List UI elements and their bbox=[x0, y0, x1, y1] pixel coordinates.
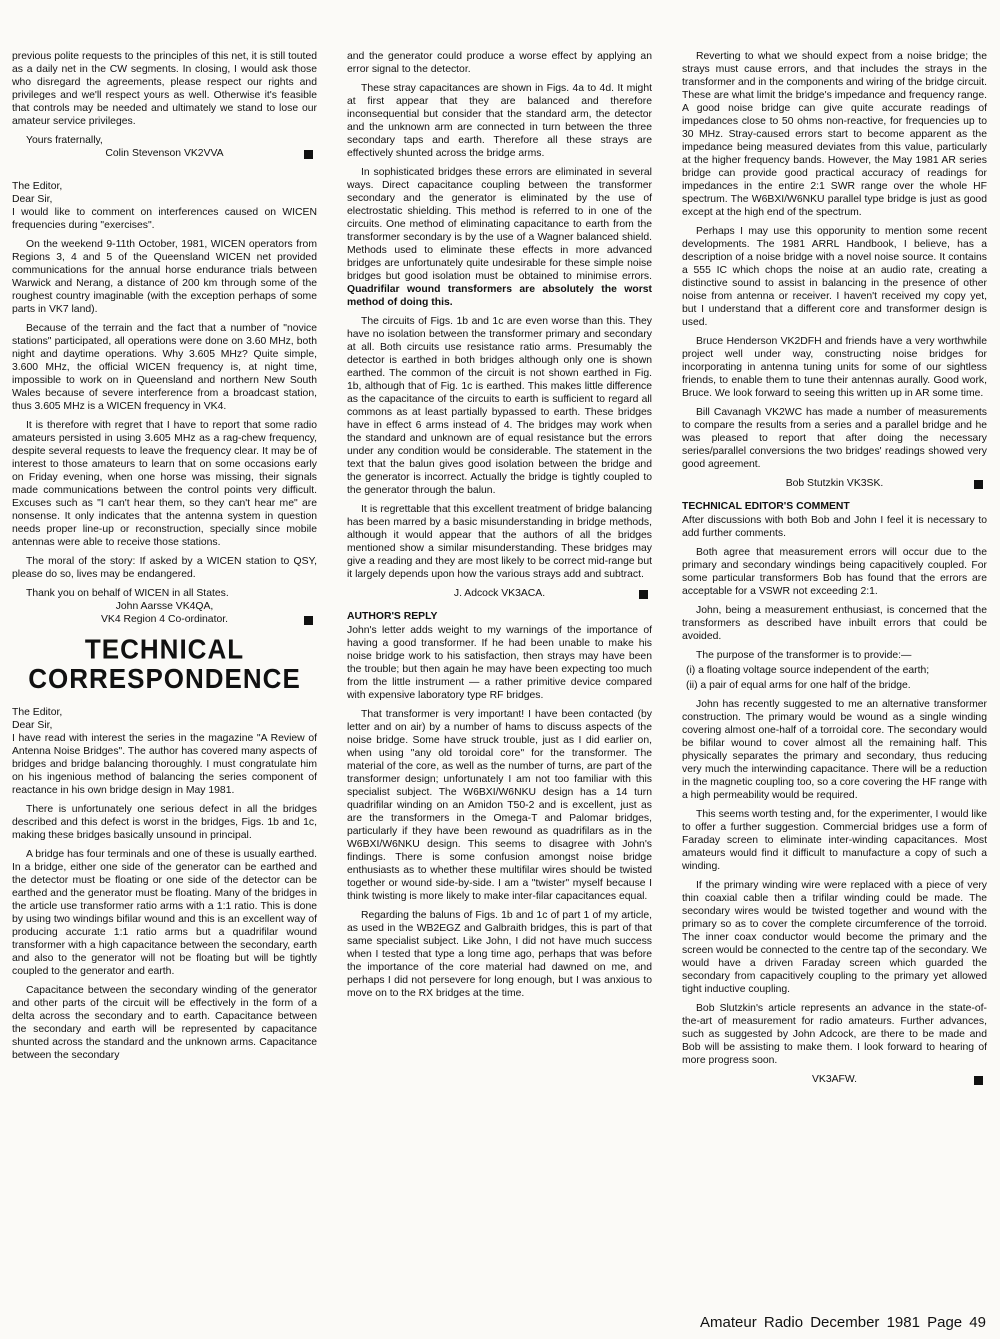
signature-name: Bob Stutzkin VK3SK. bbox=[785, 478, 884, 489]
letter-paragraph: Capacitance between the secondary winding of the generator and other parts of the circuit will be effectively in the form of a delta across the secondary and to earth. Capacitance between the secondary and earth will be represented by capacitance shunted across the standard and the unknown arms. Capacitance between the secondary bbox=[12, 985, 317, 1061]
letter-paragraph: A bridge has four terminals and one of these is usually earthed. In a bridge, either one side of the generator can be earthed and the detector must be floating or one side of the detector can be earthed and the generator must be floating. Many of the bridges in the article use transformer ratio arms with a 1:1 ratio. This is done by using two windings bifilar wound and this is an excellent way of producing accurate 1:1 ratio arms but a quadrifilar wound transformer with a high capacitance between the secondary, earth and also to the generator will not be floating but will be tightly coupled to the generator and earth. bbox=[12, 849, 317, 977]
reply-paragraph: Perhaps I may use this opporunity to mention some recent developments. The 1981 ARRL Handbook, I believe, has a description of a noise bridge with a novel noise source. It contains a 555 IC which chops the noise at an audio rate, creating a distinctive sound to assist in balancing in the presence of other noise from antenna or receiver. I haven't received my copy yet, but I understand that a different core and transformer design is used. bbox=[682, 226, 987, 328]
end-mark-icon bbox=[974, 1076, 983, 1085]
signature-block-3 bbox=[347, 587, 652, 600]
intro-paragraph: previous polite requests to the principles of this net, it is still touted as a daily net in the CW segments. In closing, I would ask those who disregard the agreements, please respect our rights and privileges and we'll respect yours as well. Otherwise it's feasible that controls may be needed and ultimately we stand to lose our amateur service privileges. bbox=[12, 51, 317, 127]
letter-paragraph: The moral of the story: If asked by a WICEN station to QSY, please do so, lives may be endangered. bbox=[12, 556, 317, 580]
reply-paragraph: Bill Cavanagh VK2WC has made a number of measurements to compare the results from a series and a parallel bridge and he was pleased to report that after doing the necessary series/parallel conversions the two bridges' readings showed very good agreement. bbox=[682, 407, 987, 470]
column-3 bbox=[682, 50, 987, 1096]
letter-addressee: The Editor, bbox=[12, 181, 63, 192]
comment-paragraph: After discussions with both Bob and John I feel it is necessary to add further comments. bbox=[682, 515, 987, 539]
column-2 bbox=[347, 50, 652, 1006]
section-title bbox=[12, 635, 317, 694]
page-footer: Amateur Radio December 1981 Page 49 bbox=[700, 1314, 986, 1331]
end-mark-icon bbox=[974, 480, 983, 489]
letter-paragraph: It is regrettable that this excellent treatment of bridge balancing has been marred by a basic misunderstanding in bridge methods, although it would appear that the authors of all the bridges mentioned show a similar misunderstanding. These bridges may give a reading and they are most likely to be correct mid-range but it largely depends upon how the various strays add and subtract. bbox=[347, 504, 652, 580]
reply-paragraph: Reverting to what we should expect from a noise bridge; the strays must cause errors, and that includes the strays in the transformer and in the components and wiring of the bridge circuit. These are what limit the bridge's impedance and frequency range. A good noise bridge can give quite accurate readings of impedances close to 50 ohms non-reactive, for frequencies up to 30 MHz. Stray-caused errors start to become apparent as the impedance being measured deviates from this value, particularly at the higher frequency bands. However, the May 1981 AR series bridge can provide good practical accuracy of readings for impedances in the entire 2:1 SWR range over the whole HF spectrum. The W6BXI/W6NKU parallel type bridge is just as good except at the high end of the spectrum. bbox=[682, 51, 987, 218]
letter-paragraph: I would like to comment on interferences caused on WICEN frequencies during "exercises". bbox=[12, 207, 317, 231]
signature-name: Colin Stevenson VK2VVA bbox=[105, 148, 224, 159]
list-item: (i) a floating voltage source independent of the earth; bbox=[686, 665, 930, 676]
section-title-line-1: TECHNICAL bbox=[84, 633, 245, 666]
letter-paragraph: There is unfortunately one serious defect in all the bridges described and this defect is worst in the bridges, Figs. 1b and 1c, making these bridges basically unsound in principal. bbox=[12, 804, 317, 841]
reply-paragraph: John's letter adds weight to my warnings of the importance of having a good transformer. If he had been unable to make his noise bridge work to his satisfaction, then strays may have been the trouble; but then again he may have been expecting too much from the little instrument — a rather primitive device compared with expensive laboratory type RF bridges. bbox=[347, 625, 652, 701]
comment-paragraph: The purpose of the transformer is to provide:— bbox=[696, 650, 912, 661]
comment-paragraph: Both agree that measurement errors will occur due to the primary and secondary windings being capacitively coupled. For some particular transformers Bob has found that the errors are acceptable for a VSWR not exceeding 2:1. bbox=[682, 547, 987, 597]
technical-editor-heading: TECHNICAL EDITOR'S COMMENT bbox=[682, 501, 850, 512]
reply-paragraph: Bruce Henderson VK2DFH and friends have a very worthwhile project well under way, constructing noise bridges for incorporating in antenna tuning units for some of our sightless friends, to enable them to tune their antennas aurally. Good work, Bruce. We look forward to seeing this written up in AR some time. bbox=[682, 336, 987, 399]
comment-paragraph: Bob Slutzkin's article represents an advance in the state-of-the-art of measurement for radio amateurs. Further advances, such as suggested by John Adcock, are there to be made and Bob will be assisting to make them. I look forward to hearing of more progress soon. bbox=[682, 1003, 987, 1066]
signature-block-4 bbox=[682, 477, 987, 490]
comment-paragraph: If the primary winding wire were replaced with a piece of very thin coaxial cable then a trifilar winding could be made. The secondary wires would be twisted together and wound with the primary so as to cover the complete circumference of the torroid. The inner coax conductor would become the primary and the screen would be connected to the centre tap of the secondary. We would have a driven Faraday screen which guarded the secondary from capacitively coupling to the primary yet allowed tight inductive coupling. bbox=[682, 880, 987, 995]
letter-paragraph: It is therefore with regret that I have to report that some radio amateurs persisted in using 3.605 MHz as a rag-chew frequency, despite several requests to leave the frequency clear. It may be of interest to those amateurs to learn that on some occasions early on Friday evening, when one horse was missing, their signals made communications between the control points very difficult. Excuses such as "I can't hear them, so they can't hear me" are nonsense. It only indicates that the antenna system in question needs proper line-up or reconstruction, specially since mobile antennas were able to receive those stations. bbox=[12, 420, 317, 548]
end-mark-icon bbox=[304, 616, 313, 625]
signature-block-5 bbox=[682, 1073, 987, 1086]
signature-block-2 bbox=[12, 587, 317, 626]
letter-paragraph: Because of the terrain and the fact that a number of "novice stations" participated, all operations were done on 3.60 MHz, both night and daytime operations. Why 3.605 MHz? Quite simple, 3.600 MHz, the official WICEN frequency is, at night time, impossible to work on in Queensland and northern New South Wales because of severe interference from a broadcast station, thus 3.605 MHz is a WICEN frequency in VK4. bbox=[12, 323, 317, 412]
reply-paragraph: Regarding the baluns of Figs. 1b and 1c of part 1 of my article, as used in the WB2EGZ and Galbraith bridges, this is part of that same specialist subject. Like John, I did not have much success when I tested that type a long time ago, perhaps that was before the importance of the core material had dawned on me, and perhaps I did not persevere for long enough, but I was anxious to move on to the RX bridges at the time. bbox=[347, 910, 652, 999]
signature-name: J. Adcock VK3ACA. bbox=[453, 588, 546, 599]
end-mark-icon bbox=[639, 590, 648, 599]
sign-off: Thank you on behalf of WICEN in all States. bbox=[26, 588, 229, 599]
letter-paragraph: On the weekend 9-11th October, 1981, WICEN operators from Regions 3, 4 and 5 of the Queensland WICEN net provided communications for the annual horse endurance trials between Warwick and Nerang, a distance of 200 km through some of the roughest country imaginable (with the exception perhaps of some parts in VK7 land). bbox=[12, 239, 317, 315]
letter-salutation: Dear Sir, bbox=[12, 194, 53, 205]
end-mark-icon bbox=[304, 150, 313, 159]
letter-paragraph bbox=[347, 166, 652, 309]
letter-paragraph: The circuits of Figs. 1b and 1c are even worse than this. They have no isolation between the transformer primary and secondary at all. Both circuits use resistance ratio arms. Presumably the detector is earthed in both bridges although only one is shown earthed. The common of the circuit is not shown earthed in Fig. 1b, although that of Fig. 1c is earthed. This makes little difference as the capacitance of the circuits to earth is sufficient to regard all commons as at least partially bypassed to earth. These bridges have in effect 6 arms instead of 4. The bridges may work when the standard and unknown are of equal resistance but the errors under any condition would be considerable. The statement in the text that the balun gives good isolation between the bridge and the generator is incorrect. Actually the bridge is tightly coupled to the generator through the balun. bbox=[347, 316, 652, 496]
comment-paragraph: This seems worth testing and, for the experimenter, I would like to offer a further suggestion. Commercial bridges use a form of Faraday screen to eliminate inter-winding capacitances. Most amateurs would find it difficult to manufacture a copy of such a winding. bbox=[682, 809, 987, 872]
signature-title: VK4 Region 4 Co-ordinator. bbox=[100, 614, 229, 625]
column-1 bbox=[12, 50, 317, 1068]
bold-statement: Quadrifilar wound transformers are absolutely the worst method of doing this. bbox=[347, 284, 652, 308]
signature-block-1 bbox=[12, 134, 317, 160]
comment-paragraph: John, being a measurement enthusiast, is concerned that the transformers as described have inbuilt errors that could be avoided. bbox=[682, 605, 987, 642]
signature-name: John Aarsse VK4QA, bbox=[115, 601, 214, 612]
author-reply-heading: AUTHOR'S REPLY bbox=[347, 611, 438, 622]
sign-off: Yours fraternally, bbox=[26, 135, 103, 146]
continued-paragraph: and the generator could produce a worse effect by applying an error signal to the detector. bbox=[347, 51, 652, 75]
letter-salutation: Dear Sir, bbox=[12, 720, 53, 731]
letter-addressee: The Editor, bbox=[12, 707, 63, 718]
letter-paragraph: These stray capacitances are shown in Figs. 4a to 4d. It might at first appear that they are balanced and therefore inconsequential but consider that the standard arm, the detector and the unknown arm are connected in turn between the three secondary taps and earth. Therefore all these strays are effectively shunted across the bridge arms. bbox=[347, 83, 652, 159]
reply-paragraph: That transformer is very important! I have been contacted (by letter and on air) by a number of hams to discuss aspects of the noise bridge. Some have struck trouble, just as I did earlier on, when using "any old toroidal core" for the transformer. The material of the core, as well as the number of turns, are part of the transformer design; unfortunately I am not too familiar with this specialist subject. The W6BXI/W6NKU design has a 14 turn quadrifilar winding on an Amidon T50-2 and is excellent, just as are the transformers in the Omega-T and Palomar bridges, particularly if they have been rewound as quadrifilars as in the W6BXI/W6NKU design. This seems to disagree with John's findings. There is some confusion amongst noise bridge enthusiasts as to whether these multifilar wires should be twisted together or wound side-by-side. I am a "twister" myself because I think twisting is more likely to make inter-filar capacitances equal. bbox=[347, 709, 652, 902]
comment-paragraph: John has recently suggested to me an alternative transformer construction. The primary would be wound as a single winding covering almost one-half of a torroidal core. The secondary would be bifilar wound to cover almost all the remaining half. This physically separates the primary and secondary, thus reducing very much the interwinding capacitance. There will be a reduction in the magnetic coupling too, so a core covering the HF range with a high permeability would be required. bbox=[682, 699, 987, 801]
section-title-line-2: CORRESPONDENCE bbox=[28, 662, 301, 695]
list-item: (ii) a pair of equal arms for one half of the bridge. bbox=[686, 680, 911, 691]
paragraph-text: In sophisticated bridges these errors are eliminated in several ways. Direct capacitance coupling between the transformer secondary and the generator is eliminated by the use of electrostatic shielding. This method is referred to in one of the circuits. One method of eliminating capacitance to earth from the transformer secondary is by the use of a Wagner balanced shield. Methods used to eliminate these effects in more advanced bridges are unfortunately quite undesirable for these simple noise bridges but good isolation must be obtained to minimise errors. bbox=[347, 167, 652, 282]
letter-paragraph: I have read with interest the series in the magazine "A Review of Antenna Noise Bridges". The author has covered many aspects of bridges and bridge balancing thoroughly. I must congratulate him on his ingenious method of balancing the series component of reactance in his own bridge design in May 1981. bbox=[12, 733, 317, 796]
signature-name: VK3AFW. bbox=[811, 1074, 858, 1085]
